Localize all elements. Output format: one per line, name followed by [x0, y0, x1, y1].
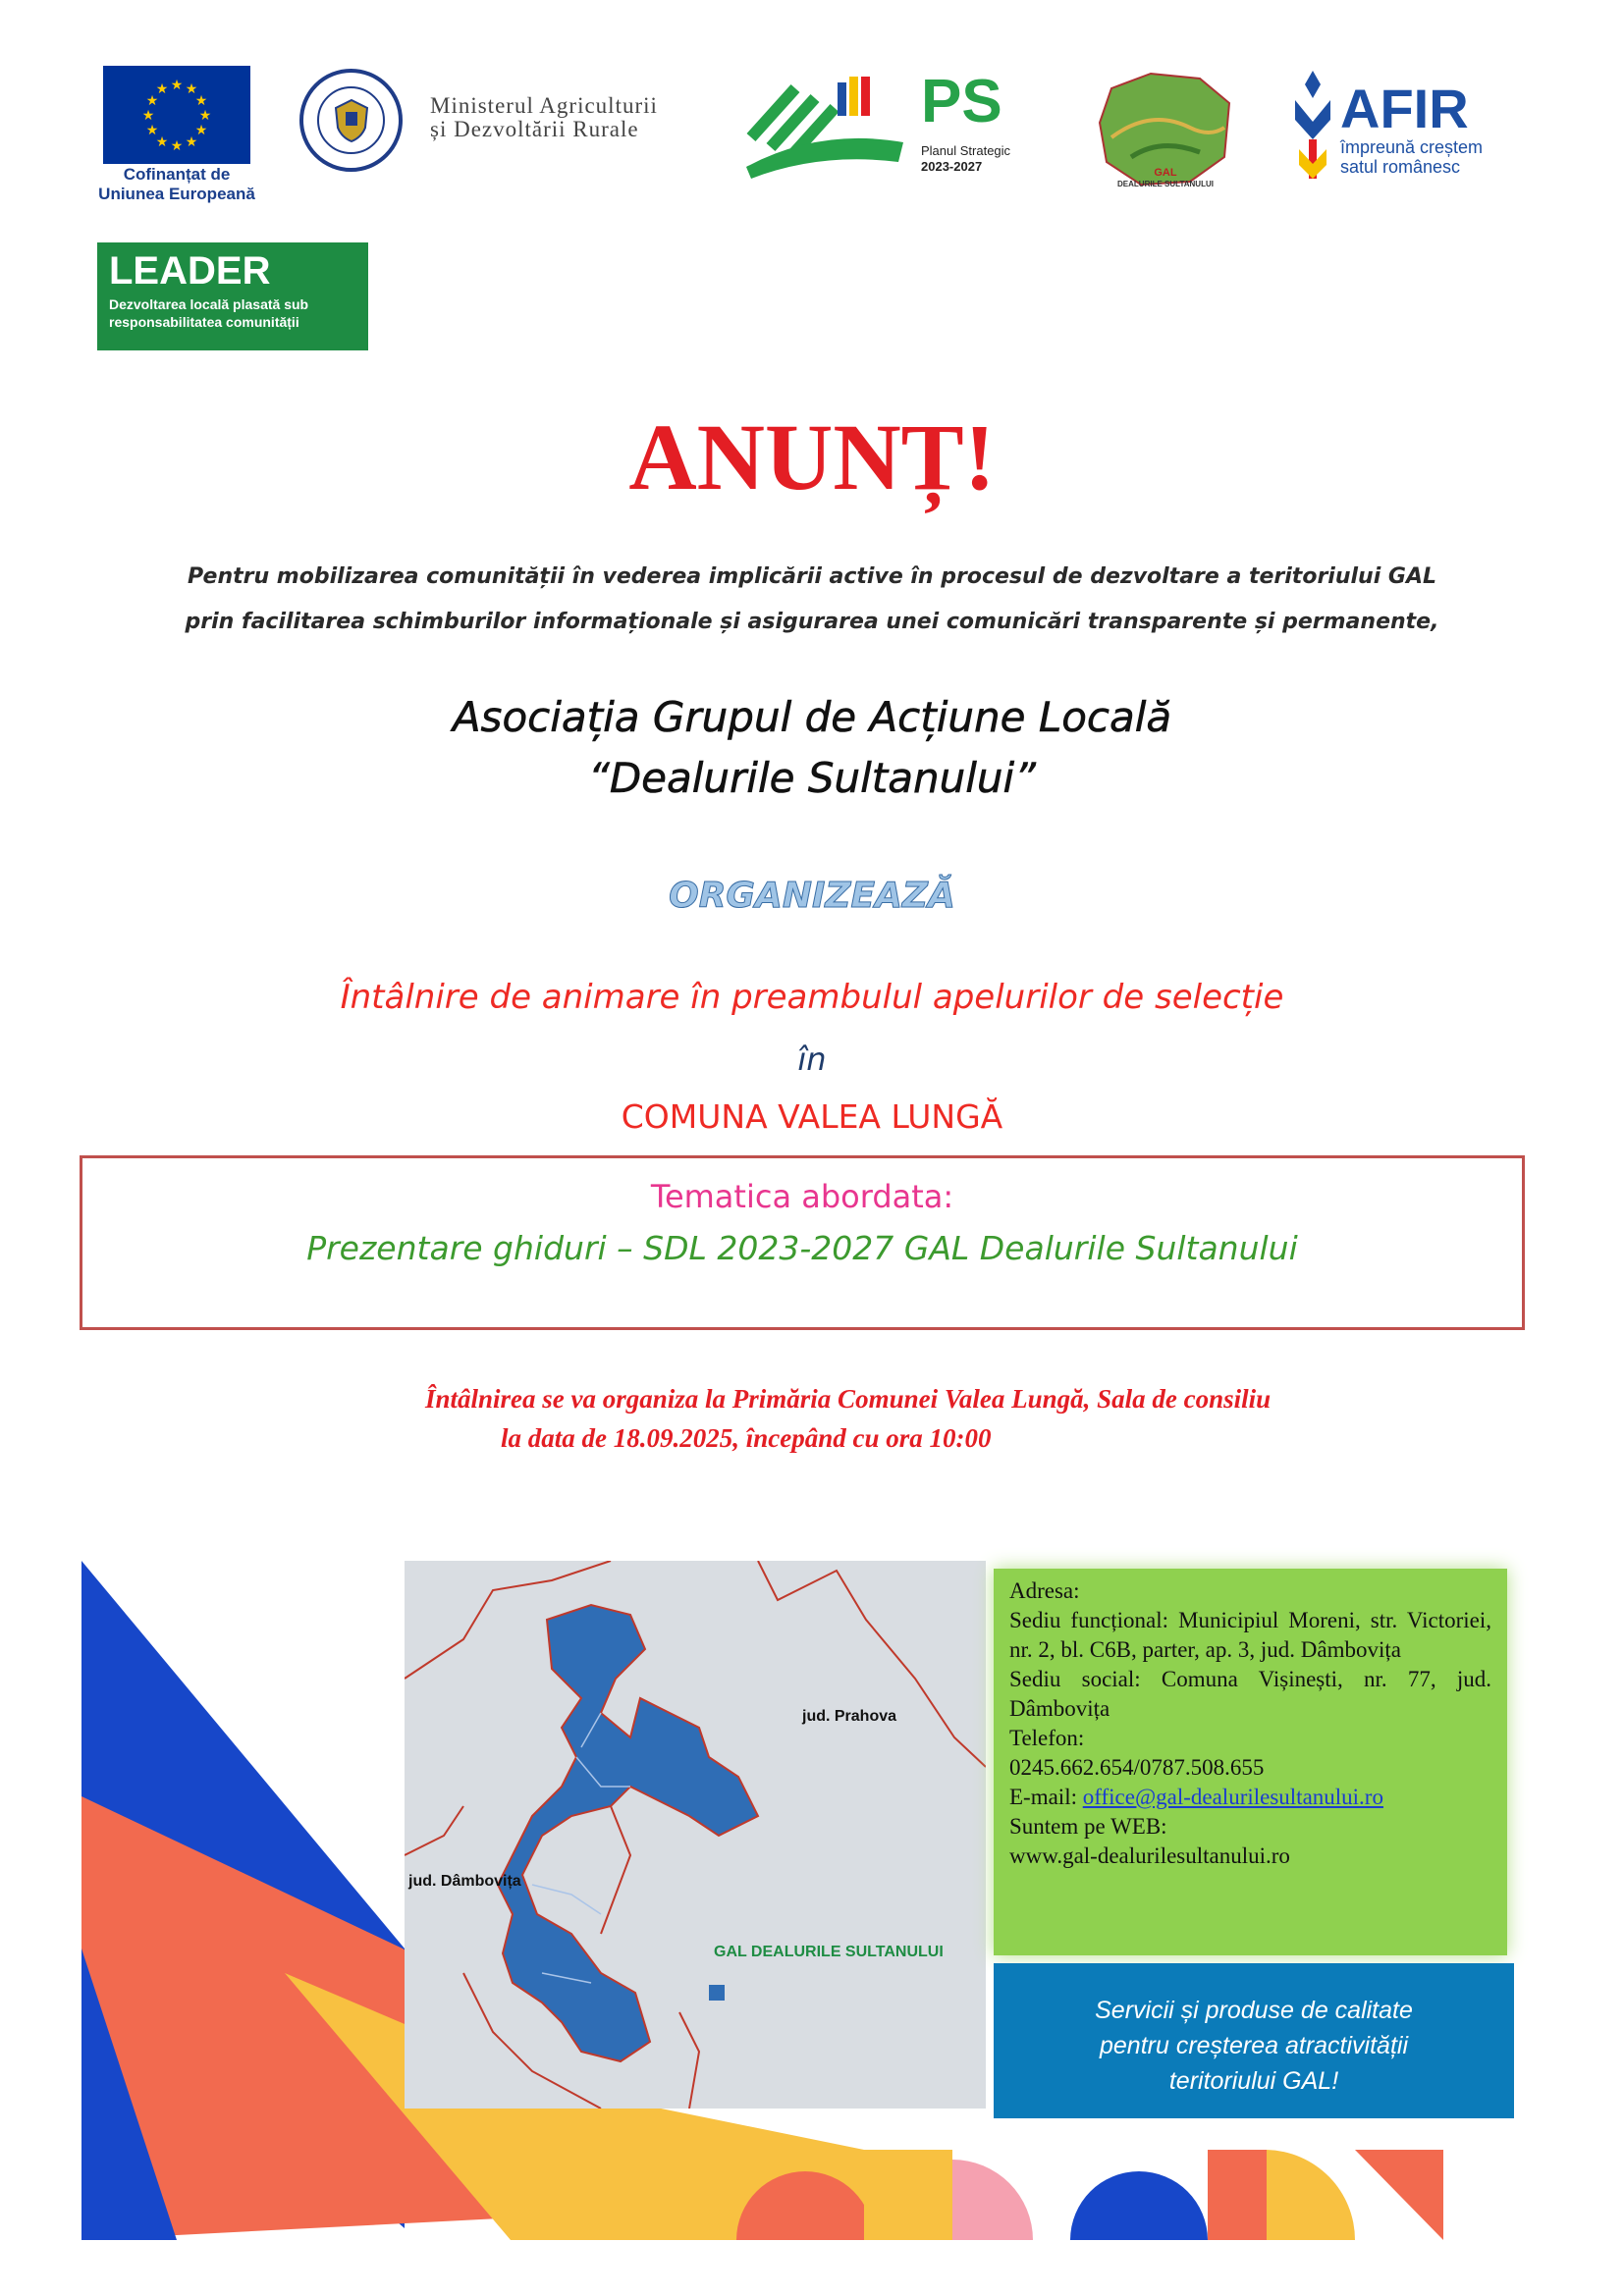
coat-of-arms-icon — [317, 86, 385, 154]
svg-text:★: ★ — [185, 81, 198, 97]
svg-text:★: ★ — [145, 93, 159, 109]
territory-map — [405, 1561, 986, 2109]
event-location: COMUNA VALEA LUNGĂ — [621, 1097, 1003, 1136]
in-word: în — [797, 1041, 827, 1078]
svg-text:★: ★ — [155, 134, 169, 150]
phone-label: Telefon: — [1009, 1726, 1085, 1750]
map-label-prahova: jud. Prahova — [802, 1708, 897, 1725]
svg-text:★: ★ — [198, 108, 212, 124]
gal-logo — [1092, 69, 1239, 196]
svg-text:★: ★ — [170, 78, 184, 93]
event-title: Întâlnire de animare în preambulul apelurilor de selecție — [340, 978, 1284, 1017]
email-row — [1009, 1783, 1491, 1812]
svg-text:★: ★ — [141, 108, 155, 124]
gal-logo-sub: DEALURILE SULTANULUI — [1117, 180, 1214, 188]
web-address: www.gal-dealurilesultanului.ro — [1009, 1843, 1290, 1868]
eu-caption — [88, 165, 265, 204]
eu-caption-line2: Uniunea Europeană — [98, 185, 255, 203]
email-link[interactable]: office@gal-dealurilesultanului.ro — [1082, 1785, 1383, 1809]
map-legend-swatch — [709, 1985, 725, 2001]
address-label: Adresa: — [1009, 1578, 1080, 1603]
eu-flag-logo — [103, 66, 250, 164]
svg-text:★: ★ — [170, 138, 184, 154]
ps-sub-line2: 2023-2027 — [921, 159, 983, 174]
ps-subtitle — [921, 143, 1010, 175]
ps-sub-line1: Planul Strategic — [921, 143, 1011, 158]
leader-title: LEADER — [109, 249, 271, 293]
svg-text:★: ★ — [185, 134, 198, 150]
leader-subtitle-line1: Dezvoltarea locală plasată sub — [109, 296, 309, 312]
afir-mark-icon — [1291, 71, 1334, 198]
motto-line2: pentru creșterea atractivității — [1099, 2032, 1409, 2059]
ps-mark-icon — [741, 69, 908, 187]
ps-title: PS — [921, 68, 1002, 135]
office-address-1: Sediu funcțional: Municipiul Moreni, str. Victoriei, nr. 2, bl. C6B, parter, ap. 3, jud. Dâmbovița — [1009, 1608, 1491, 1662]
eu-caption-line1: Cofinanțat de — [123, 165, 231, 184]
afir-title: AFIR — [1340, 78, 1469, 139]
gal-logo-label: GAL — [1154, 167, 1177, 179]
intro-line1: Pentru mobilizarea comunității în vederea implicării active în procesul de dezvoltare a teritoriului GAL — [187, 564, 1436, 589]
phone-number: 0245.662.654/0787.508.655 — [1009, 1755, 1265, 1780]
motto-box — [994, 1963, 1514, 2118]
map-label-dambovita: jud. Dâmbovița — [408, 1873, 521, 1890]
contact-box — [994, 1569, 1507, 1955]
svg-text:★: ★ — [145, 123, 159, 138]
svg-text:★: ★ — [194, 93, 208, 109]
office-address-2: Sediu social: Comuna Vișinești, nr. 77, jud. Dâmbovița — [1009, 1667, 1491, 1721]
theme-text: Prezentare ghiduri – SDL 2023-2027 GAL Dealurile Sultanului — [306, 1229, 1298, 1267]
intro-text — [0, 555, 1624, 645]
theme-box — [80, 1155, 1525, 1330]
afir-sub-line1: împreună creștem — [1340, 137, 1484, 157]
venue-line1: Întâlnirea se va organiza la Primăria Comunei Valea Lungă, Sala de consiliu — [425, 1384, 1272, 1414]
afir-sub-line2: satul românesc — [1340, 157, 1461, 177]
ministry-line1: Ministerul Agriculturii — [430, 93, 658, 118]
svg-text:★: ★ — [155, 81, 169, 97]
ministry-line2: și Dezvoltării Rurale — [430, 117, 639, 141]
org-line1: Asociația Grupul de Acțiune Locală — [452, 693, 1172, 741]
motto-line3: teritoriului GAL! — [1168, 2067, 1339, 2095]
email-label: E-mail: — [1009, 1785, 1083, 1809]
intro-line2: prin facilitarea schimburilor informaționale și asigurarea unei comunicări transparente și permanente, — [185, 610, 1439, 634]
theme-label: Tematica abordata: — [650, 1178, 954, 1215]
announcement-title: ANUNȚ! — [628, 404, 996, 509]
organizes-heading: ORGANIZEAZĂ — [669, 876, 955, 916]
leader-subtitle — [109, 295, 356, 331]
leader-logo — [97, 242, 368, 350]
leader-subtitle-line2: responsabilitatea comunității — [109, 314, 299, 330]
map-legend: GAL DEALURILE SULTANULUI — [714, 1944, 944, 1960]
venue-line2: la data de 18.09.2025, începând cu ora 10:00 — [501, 1423, 992, 1453]
romanian-government-seal — [299, 69, 403, 172]
web-label: Suntem pe WEB: — [1009, 1814, 1167, 1839]
ministry-name — [430, 94, 658, 141]
svg-text:★: ★ — [194, 123, 208, 138]
org-line2: “Dealurile Sultanului” — [588, 754, 1036, 802]
organization-name — [0, 687, 1624, 809]
motto-line1: Servicii și produse de calitate — [1095, 1997, 1413, 2024]
afir-subtitle — [1340, 137, 1483, 177]
